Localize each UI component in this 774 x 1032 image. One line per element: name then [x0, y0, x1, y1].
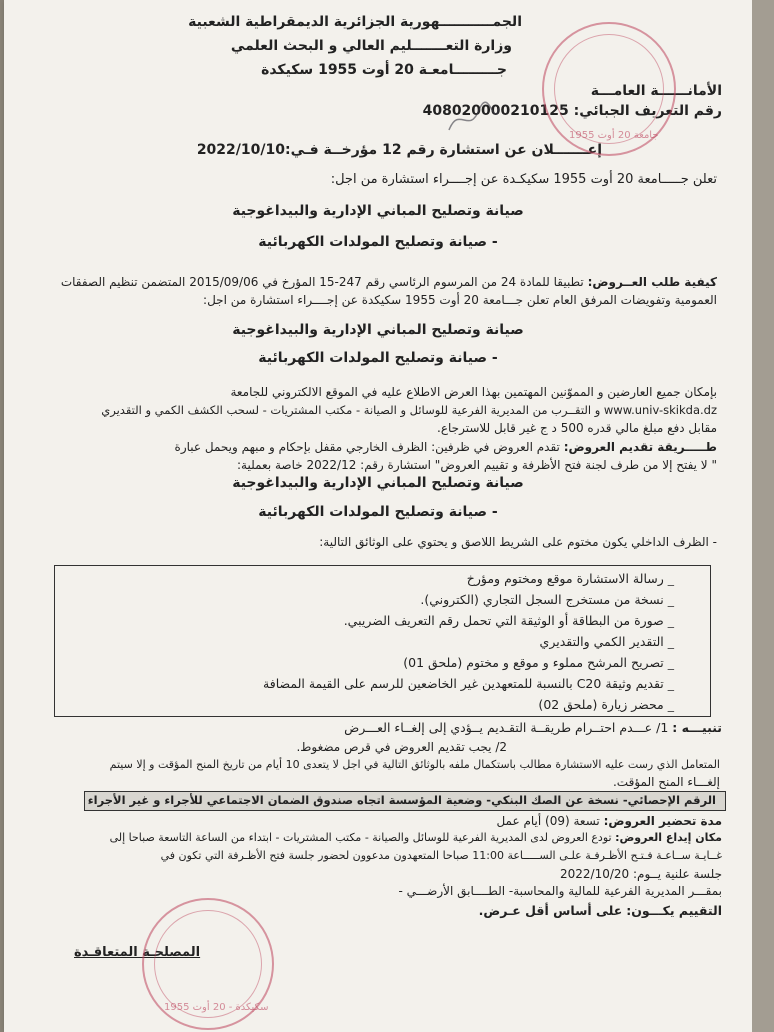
document-item: _ محضر زيارة (ملحق 02) [538, 697, 674, 712]
tax-id-label: رقم التعريف الجبائي: [573, 103, 722, 119]
eval-line [479, 903, 722, 919]
eval-value: على أساس أقل عـرض. [478, 903, 623, 918]
announcement-title [197, 142, 602, 158]
submission-text-1: تقدم العروض في ظرفين: الظرف الخارجي مقفل بإحكام و مبهم ويحمل عبارة [174, 440, 560, 454]
subject-2c: - صيانة وتصليح المولدات الكهربائية [258, 504, 498, 520]
announcement-intro: تعلن جـــــامعة 20 أوت 1955 سكيكـدة عن إجــــراء استشارة من اجل: [330, 172, 717, 187]
place-line-2: غــايـة ســاعـة فـتـح الأظـرفـة علـى الســـــاعة 11:00 صباحا المتعهدون مدعوون لحضور جلسة فتح الأظـرفة التي تكون في [160, 849, 722, 862]
duration-label: مدة تحضير العروض: [603, 814, 722, 828]
place-line-3: جلسة علنية يــوم: 2022/10/20 [560, 867, 722, 881]
document-item: _ رسالة الاستشارة موقع ومختوم ومؤرخ [467, 571, 674, 586]
place-text-1: تودع العروض لدى المديرية الفرعية للوسائل والصيانة - مكتب المشتريات - ابتداء من الساعة التاسعة صباحا إلى [109, 831, 612, 844]
place-label: مكان إيداع العروض: [615, 831, 722, 844]
submission-label: طـــــريقة تقديم العروض: [563, 440, 717, 454]
contracting-service: المصلحـة المتعاقـدة [74, 945, 201, 960]
access-line-3: مقابل دفع مبلغ مالي قدره 500 د ج غير قابل للاسترجاع. [437, 421, 717, 435]
header-secretariat: الأمانــــــة العامـــة [590, 83, 722, 99]
duration-value: تسعة (09) أيام عمل [496, 814, 600, 828]
document-item: _ تقديم وثيقة C20 بالنسبة للمتعهدين غير الخاضعين للرسم على القيمة المضافة [263, 676, 674, 691]
subject-1c: صيانة وتصليح المباني الإدارية والبيداغوجية [232, 475, 524, 491]
method-text-1: تطبيقا للمادة 24 من المرسوم الرئاسي رقم 247-15 المؤرخ في 2015/09/06 المتضمن تنظيم الصفقات [60, 275, 584, 289]
tax-id-value: 408020000210125 [422, 103, 569, 119]
document-item: _ نسخة من مستخرج السجل التجاري (الكتروني). [420, 592, 674, 607]
subject-1b: صيانة وتصليح المباني الإدارية والبيداغوجية [232, 322, 524, 338]
header-republic: الجمـــــــــــهورية الجزائرية الديمقراطية الشعبية [188, 14, 522, 30]
signature-scribble [444, 100, 504, 140]
note-4: إلغـــاء المنح المؤقت. [612, 775, 720, 789]
access-line-2: www.univ-skikda.dz و التقــرب من المديرية الفرعية للوسائل و الصيانة - مكتب المشتريات - لسحب الكشف الكمي و التقديري [101, 403, 717, 417]
document-item: _ صورة من البطاقة أو الوثيقة التي تحمل رقم التعريف الضريبي. [344, 613, 674, 628]
required-docs: الرقم الإحصائي- نسخة عن الصك البنكي- وضعية المؤسسة اتجاه صندوق الضمان الاجتماعي للأجراء و غير الأجراء [87, 793, 716, 807]
stamp-bottom-text: سكيكدة - 20 أوت 1955 [164, 1002, 269, 1013]
header-ministry: وزارة التعـــــــليم العالي و البحث العلمي [230, 38, 512, 54]
title-mid: مؤرخــة فـي: [284, 142, 378, 158]
eval-label: التقييم يكـــون: [626, 903, 722, 918]
inner-envelope-text: - الظرف الداخلي يكون مختوم على الشريط اللاصق و يحتوي على الوثائق التالية: [319, 535, 717, 549]
duration-line [496, 813, 722, 829]
place-line-1 [110, 830, 722, 846]
document-item: _ التقدير الكمي والتقديري [540, 634, 674, 649]
subject-2b: - صيانة وتصليح المولدات الكهربائية [258, 350, 498, 366]
submission-line-1 [175, 439, 717, 455]
background-edge [752, 0, 774, 1032]
method-label: كيفية طلب العــروض: [587, 275, 717, 289]
note-line-1 [344, 720, 722, 736]
method-line-2: العمومية وتفويضات المرفق العام تعلن جـــامعة 20 أوت 1955 سكيكدة عن إجــــراء استشارة من اجل: [203, 293, 717, 307]
note-3: المتعامل الذي رست عليه الاستشارة مطالب باستكمال ملفه بالوثائق التالية في اجل لا يتعدى 10 أيام من تاريخ المنح المؤقت و إلا سيتم [109, 758, 720, 771]
header-university: جـــــــــامعـة 20 أوت 1955 سكيكدة [261, 62, 507, 78]
access-line-1: بإمكان جميع العارضين و المموّنين المهتمين بهذا العرض الاطلاع عليه في الموقع الالكتروني للجامعة [230, 385, 717, 399]
method-line-1 [61, 274, 717, 290]
place-line-4: بمقـــر المديرية الفرعية للمالية والمحاسبة- الطــــابق الأرضـــي - [398, 884, 722, 898]
document-item: _ تصريح المرشح مملوء و موقع و مختوم (ملحق 01) [403, 655, 674, 670]
subject-1a: صيانة وتصليح المباني الإدارية والبيداغوجية [232, 203, 524, 219]
title-prefix: إعـــــــلان عن استشارة رقم [406, 142, 602, 158]
stamp-top-text: جامعة 20 أوت 1955 [569, 130, 659, 141]
announcement-date: 2022/10/10 [196, 142, 285, 158]
submission-line-2: " لا يفتح إلا من طرف لجنة فتح الأظرفة و تقييم العروض" استشارة رقم: 2022/12 خاصة بعملية: [237, 458, 717, 472]
note-2: 2/ يجب تقديم العروض في قرص مضغوط. [296, 740, 507, 754]
subject-2a: - صيانة وتصليح المولدات الكهربائية [258, 234, 498, 250]
document-page [4, 0, 752, 1032]
consultation-number: 12 [382, 142, 402, 158]
notes-label: تنبيـــه : [672, 720, 722, 735]
note-1: 1/ عـــدم احتــرام طريقــة التقـديم يــؤدي إلى إلغــاء العـــرض [344, 720, 669, 735]
